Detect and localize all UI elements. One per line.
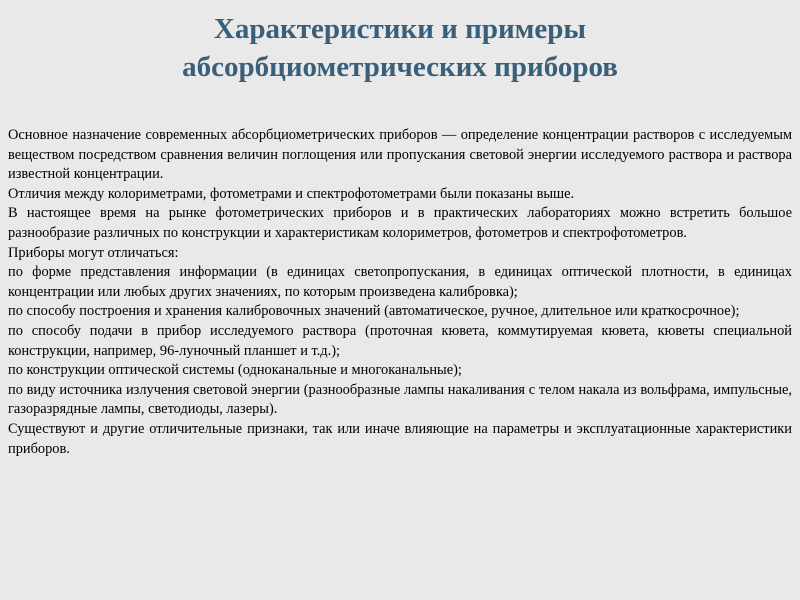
slide-title [0,10,800,86]
slide-title-line-1: Характеристики и примеры [213,13,587,45]
paragraph-market: В настоящее время на рынке фотометрических приборов и в практических лабораториях можно встретить большое разнообразие различных по конструкции и характеристикам колориметров, фотометров и спектрофотометров. [8,205,792,241]
slide-body [8,126,792,459]
list-item-optical-system: по конструкции оптической системы (одноканальные и многоканальные); [8,362,462,379]
slide-title-line-2: абсорбциометрических приборов [182,51,618,83]
list-item-information-form: по форме представления информации (в единицах светопропускания, в единицах оптической плотности, в единицах концентрации или любых других значениях, по которым произведена калибровка); [8,264,792,300]
list-item-light-source: по виду источника излучения световой энергии (разнообразные лампы накаливания с телом накала из вольфрама, импульсные, газоразрядные лампы, светодиоды, лазеры). [8,381,792,418]
list-item-calibration: по способу построения и хранения калибровочных значений (автоматическое, ручное, длительное или краткосрочное); [8,303,740,320]
paragraph-list-intro: Приборы могут отличаться: [8,244,179,261]
paragraph-differences: Отличия между колориметрами, фотометрами и спектрофотометрами были показаны выше. [8,185,575,202]
list-item-solution-feed: по способу подачи в прибор исследуемого раствора (проточная кювета, коммутируемая кювета, кюветы специальной конструкции, например, 96-луночный планшет и т.д.); [8,322,792,359]
paragraph-purpose: Основное назначение современных абсорбциометрических приборов — определение концентрации растворов с исследуемым веществом посредством сравнения величин поглощения или пропускания световой энергии исследуемого раствора и раствора известной концентрации. [8,127,792,183]
paragraph-conclusion: Существуют и другие отличительные признаки, так или иначе влияющие на параметры и эксплуатационные характеристики приборов. [8,420,792,457]
